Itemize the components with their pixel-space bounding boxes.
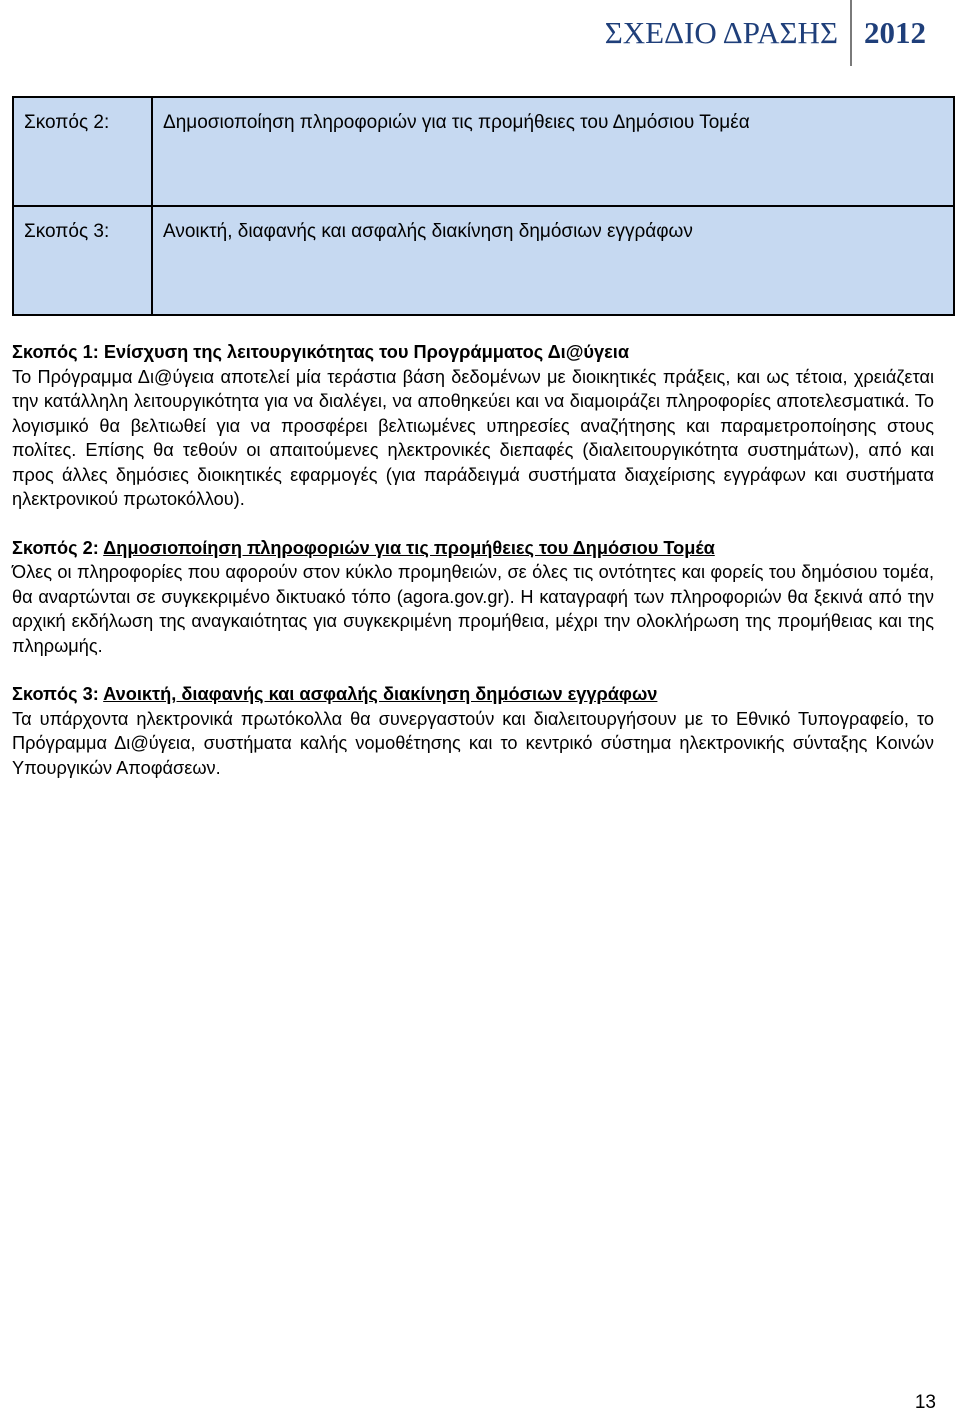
- section-heading-prefix: Σκοπός 1:: [12, 342, 99, 362]
- goals-table: [12, 96, 955, 316]
- section-heading: [12, 682, 934, 707]
- section-heading-title: Ανοικτή, διαφανής και ασφαλής διακίνηση δημόσιων εγγράφων: [103, 684, 658, 704]
- section-heading-title: Ενίσχυση της λειτουργικότητας του Προγράμματος Δι@ύγεια: [103, 342, 629, 362]
- section-heading: [12, 340, 934, 365]
- goal-label-cell: Σκοπός 2:: [13, 97, 152, 206]
- section-paragraph: Όλες οι πληροφορίες που αφορούν στον κύκλο προμηθειών, σε όλες τις οντότητες και φορείς του δημόσιου τομέα, θα αναρτώνται σε συγκεκριμένο δικτυακό τόπο (agora.gov.gr). Η καταγραφή των πληροφοριών θα ξεκινά από την αρχική εκδήλωση της αναγκαιότητας για συγκεκριμένη προμήθεια, μέχρι την ολοκλήρωση της προμήθειας και της πληρωμής.: [12, 562, 934, 656]
- section-heading: [12, 536, 934, 561]
- section-heading-prefix: Σκοπός 2:: [12, 537, 99, 558]
- page-header: [605, 0, 926, 66]
- table-row: [13, 97, 954, 206]
- goal-label-cell: Σκοπός 3:: [13, 206, 152, 315]
- section-goal-1: [12, 340, 934, 512]
- goal-text-cell: Ανοικτή, διαφανής και ασφαλής διακίνηση δημόσιων εγγράφων: [152, 206, 954, 315]
- section-heading-title: Δημοσιοποίηση πληροφοριών για τις προμήθειες του Δημόσιου Τομέα: [103, 537, 715, 558]
- section-paragraph: Το Πρόγραμμα Δι@ύγεια αποτελεί μία τεράστια βάση δεδομένων με διοικητικές πράξεις, και ως τέτοια, χρειάζεται την κατάλληλη λειτουργικότητα για να διαλέγει, να αποθηκεύει και να διαμοιράζει πληροφορίες αποτελεσματικά. Το λογισμικό θα βελτιωθεί για να προσφέρει βελτιωμένες υπηρεσίες αναζήτησης και παραμετροποίησης στους πολίτες. Επίσης θα τεθούν οι απαιτούμενες ηλεκτρονικές διεπαφές (διαλειτουργικότητα συστημάτων), από και προς άλλες δημόσιες διοικητικές εφαρμογές (για παράδειγμά συστήματα διαχείρισης εγγράφων και συστήματα ηλεκτρονικού πρωτοκόλλου).: [12, 366, 934, 509]
- section-goal-3: [12, 682, 934, 780]
- section-heading-prefix: Σκοπός 3:: [12, 684, 99, 704]
- header-year: 2012: [864, 15, 926, 50]
- header-title: ΣΧΕΔΙΟ ΔΡΑΣΗΣ: [604, 15, 838, 50]
- table-row: [13, 206, 954, 315]
- section-paragraph: Τα υπάρχοντα ηλεκτρονικά πρωτόκολλα θα συνεργαστούν και διαλειτουργήσουν με το Εθνικό Τυπογραφείο, το Πρόγραμμα Δι@ύγεια, συστήματα καλής νομοθέτησης και το κεντρικό σύστημα ηλεκτρονικής σύνταξης Κοινών Υπουργικών Αποφάσεων.: [12, 708, 934, 778]
- document-body: [12, 340, 934, 804]
- section-goal-2: [12, 536, 934, 659]
- goal-text-cell: Δημοσιοποίηση πληροφοριών για τις προμήθειες του Δημόσιου Τομέα: [152, 97, 954, 206]
- page-number: 13: [914, 1392, 936, 1413]
